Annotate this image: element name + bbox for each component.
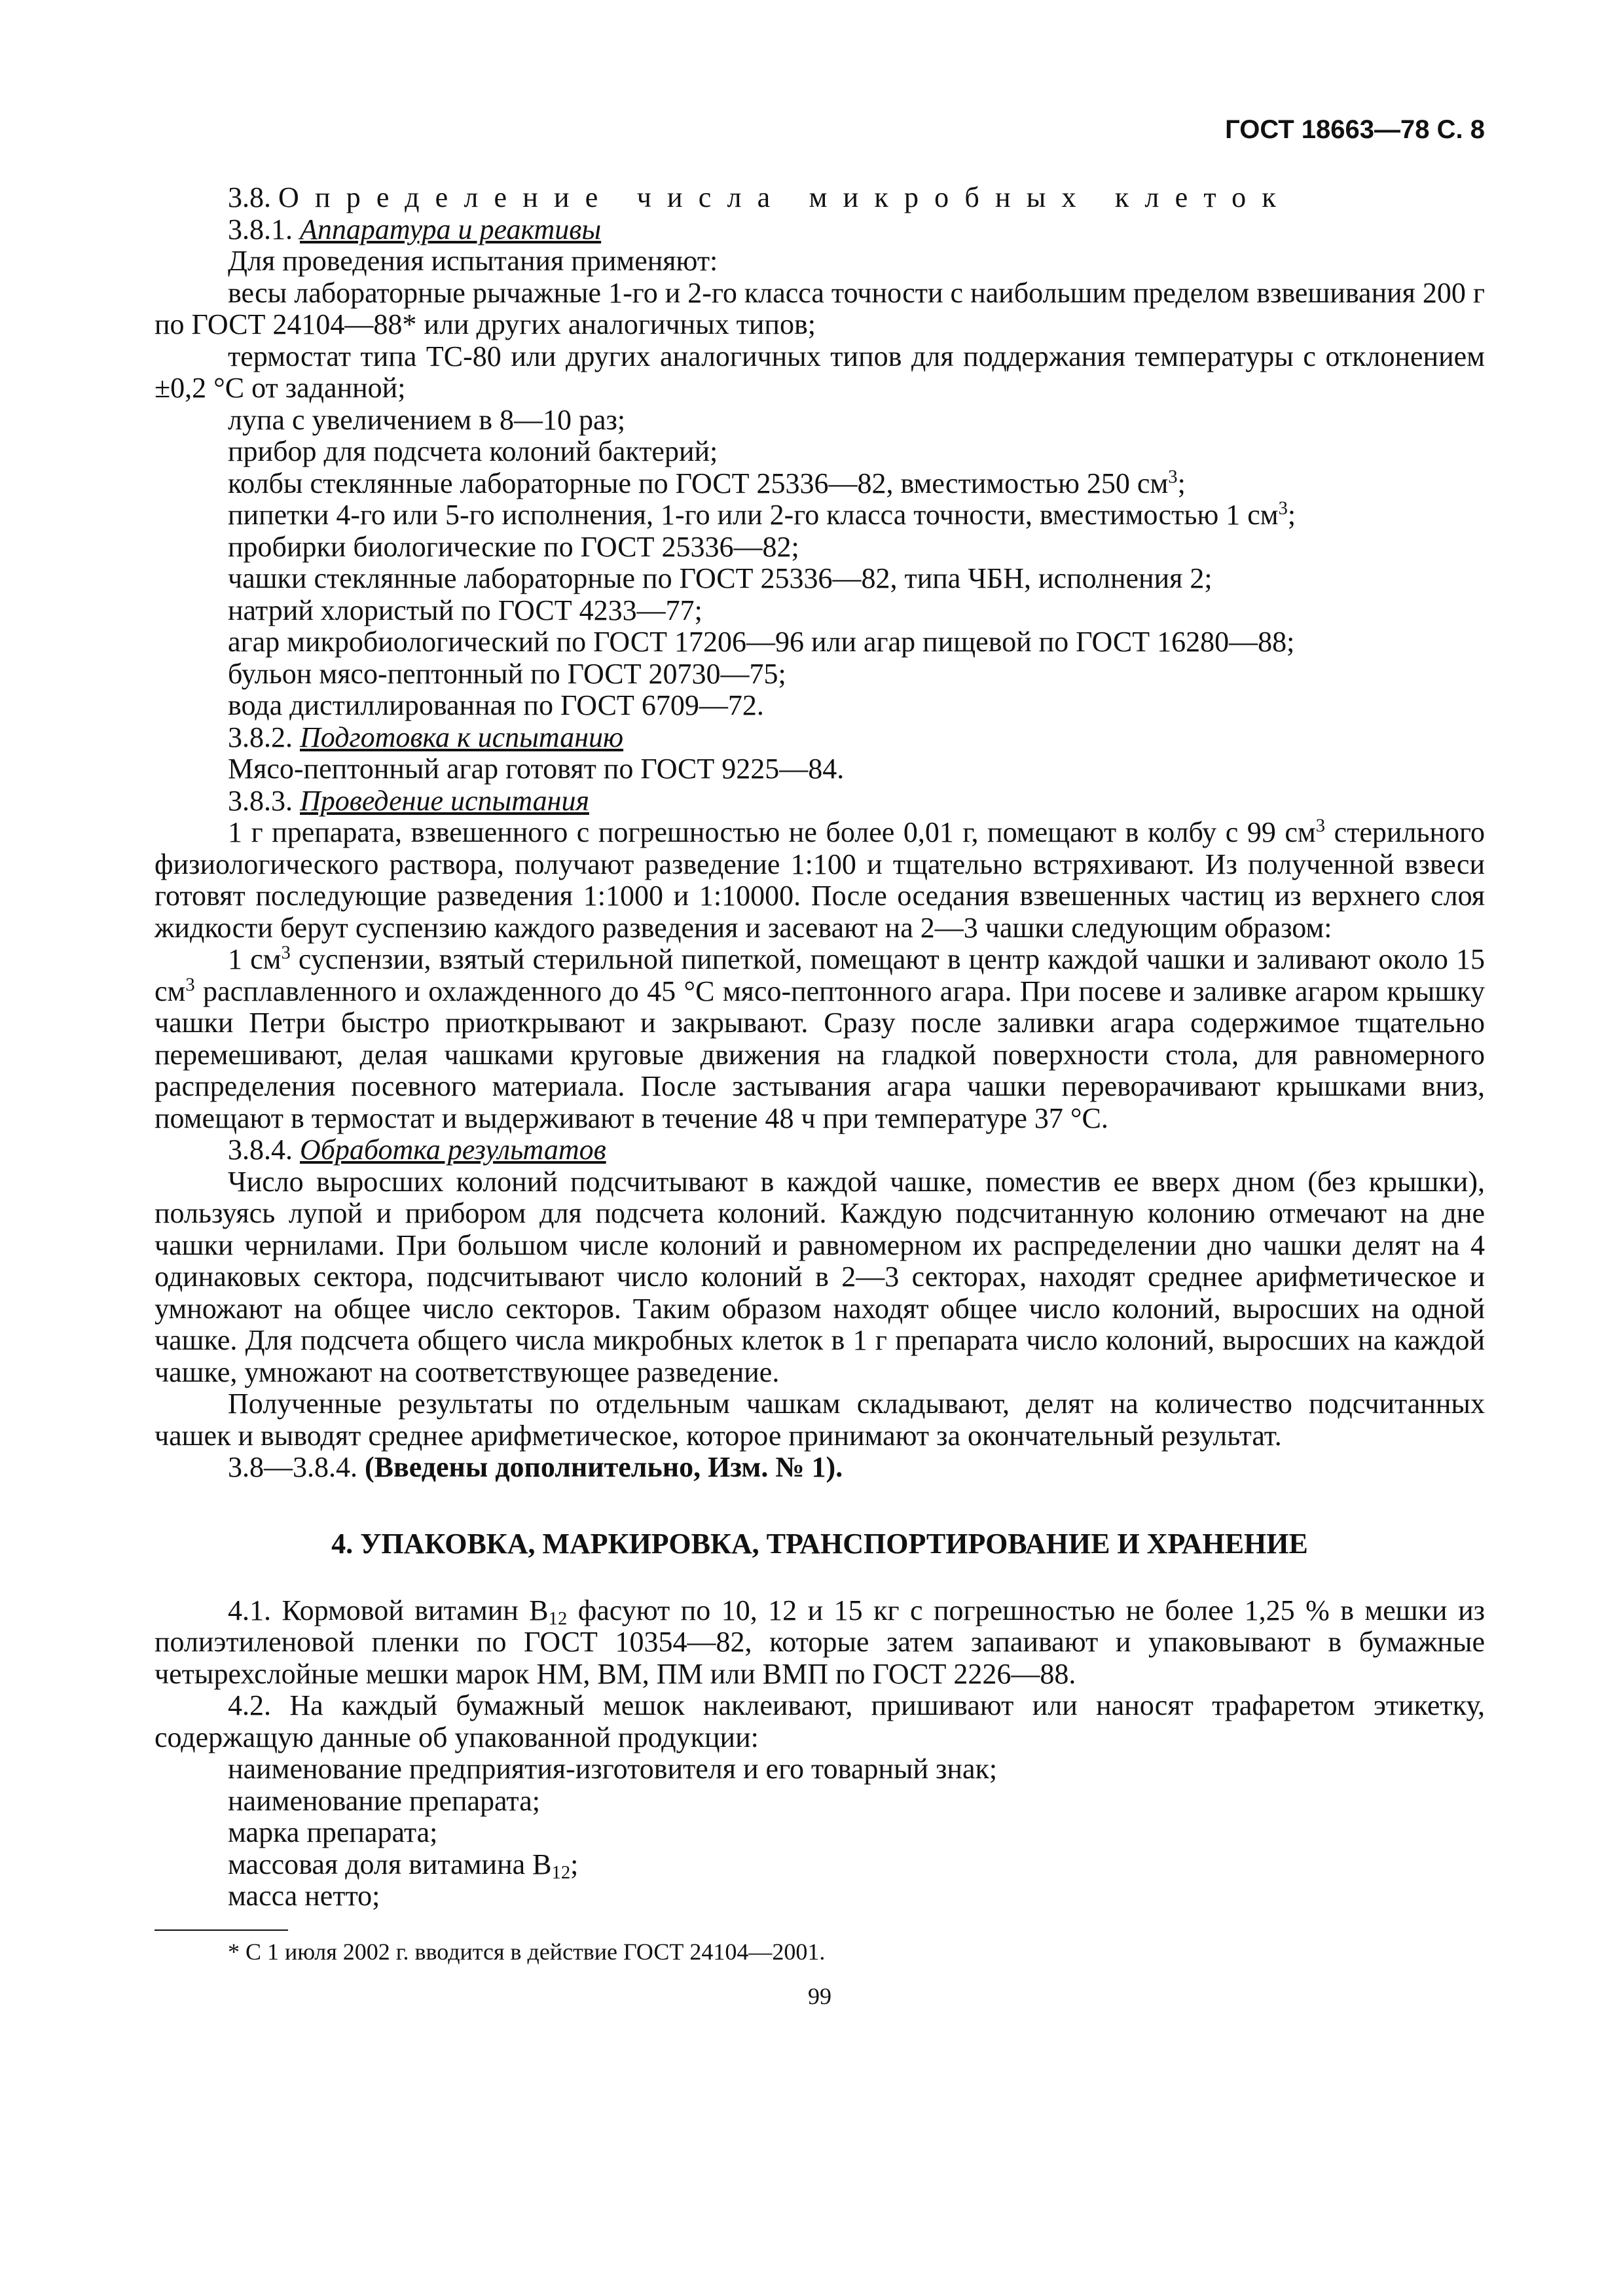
text-run: 1 г препарата, взвешенного с погрешностью не более 0,01 г, помещают в колбу с 99 см [228,816,1316,848]
section-3-8-1-heading [155,214,1485,246]
list-item [155,1849,1485,1881]
section-3-8-3-heading [155,785,1485,817]
text-run: 4.1. Кормовой витамин В [228,1594,549,1626]
section-number: 3.8.2. [228,721,300,753]
list-item-text: пипетки 4-го или 5-го исполнения, 1-го или 2-го класса точности, вместимостью 1 см [228,499,1279,531]
section-title: Подготовка к испытанию [300,721,624,753]
list-item: наименование предприятия-изготовителя и его товарный знак; [228,1753,998,1785]
list-item: натрий хлористый по ГОСТ 4233—77; [228,594,702,626]
subscript: 12 [551,1862,571,1883]
punctuation: ; [1287,499,1296,531]
section-title: Проведение испытания [300,784,589,817]
list-item: масса нетто; [228,1880,380,1912]
list-item-text: колбы стеклянные лабораторные по ГОСТ 25336—82, вместимостью 250 см [228,467,1169,499]
paragraph: 4.2. На каждый бумажный мешок наклеивают, пришивают или наносят трафаретом этикетку, содержащую данные об упакованной продукции: [155,1689,1485,1753]
section-title: Обработка результатов [300,1134,606,1166]
section-3-8-heading [155,182,1485,214]
list-item: лупа с увеличением в 8—10 раз; [228,403,626,436]
text-run: стерильного физиологического раствора, получают разведение 1:100 и тщательно встряхивают. Из полученной взвеси готовят последующие разведения 1:1000 и 1:10000. После оседания взвешенных частиц из верхнего слоя жидкости берут суспензию каждого разведения и засевают на 2—3 чашки следующим образом: [155,816,1485,944]
paragraph: Мясо-пептонный агар готовят по ГОСТ 9225—84. [228,753,845,785]
list-item-text: массовая доля витамина В [228,1848,552,1880]
text-run: расплавленного и охлажденного до 45 °С мясо-пептонного агара. При посеве и заливке агаром крышку чашки Петри быстро приоткрывают и закрывают. Сразу после заливки агара содержимое тщательно перемешивают, делая чашками круговые движения на гладкой поверхности стола, для равномерного распределения посевного материала. После застывания агара чашки переворачивают крышками вниз, помещают в термостат и выдерживают в течение 48 ч при температуре 37 °С. [155,975,1485,1134]
punctuation: ; [570,1848,579,1880]
list-item: прибор для подсчета колоний бактерий; [228,435,718,467]
list-item: вода дистиллированная по ГОСТ 6709—72. [228,689,764,721]
paragraph: Полученные результаты по отдельным чашкам складывают, делят на количество подсчитанных чашек и выводят среднее арифметическое, которое принимают за окончательный результат. [155,1388,1485,1452]
list-item: наименование препарата; [228,1784,540,1817]
paragraph [155,1595,1485,1691]
list-item: пробирки биологические по ГОСТ 25336—82; [228,530,799,563]
section-3-8-2-heading [155,722,1485,754]
subscript: 12 [548,1608,568,1629]
page-header: ГОСТ 18663—78 С. 8 [1225,115,1485,144]
superscript: 3 [1278,498,1288,519]
list-item: агар микробиологический по ГОСТ 17206—96 или агар пищевой по ГОСТ 16280—88; [228,626,1295,658]
section-3-8-4-heading [155,1134,1485,1166]
footnote-divider [155,1929,288,1931]
section-4-heading: 4. УПАКОВКА, МАРКИРОВКА, ТРАНСПОРТИРОВАНИЕ И ХРАНЕНИЕ [331,1527,1308,1560]
list-item [155,499,1485,531]
paragraph [155,817,1485,944]
section-number: 3.8—3.8.4. [228,1451,365,1483]
superscript: 3 [185,974,195,995]
amendment-text: (Введены дополнительно, Изм. № 1). [365,1451,843,1483]
list-item: бульон мясо-пептонный по ГОСТ 20730—75; [228,657,786,690]
paragraph: Для проведения испытания применяют: [228,245,718,277]
document-page [155,111,1485,2012]
section-number: 3.8.1. [228,213,300,245]
text-run: 1 см [228,943,282,975]
page-number: 99 [808,1982,831,2009]
footnote: * С 1 июля 2002 г. вводится в действие ГОСТ 24104—2001. [228,1938,826,1965]
section-title: Аппаратура и реактивы [300,213,602,245]
punctuation: ; [1177,467,1186,499]
amendment-note [155,1452,1485,1484]
section-number: 3.8. [228,181,278,213]
text-run: фасуют по 10, 12 и 15 кг с погрешностью не более 1,25 % в мешки из полиэтиленовой пленки по ГОСТ 10354—82, которые затем запаивают и упаковывают в бумажные четырехслойные мешки марок НМ, ВМ, ПМ или ВМП по ГОСТ 2226—88. [155,1594,1485,1690]
paragraph: Число выросших колоний подсчитывают в каждой чашке, поместив ее вверх дном (без крышки), пользуясь лупой и прибором для подсчета колоний. Каждую подсчитанную колонию отмечают на дне чашки чернилами. При большом числе колоний и равномерном их распределении дно чашки делят на 4 одинаковых сектора, подсчитывают число колоний в 2—3 секторах, находят среднее арифметическое и умножают на общее число секторов. Таким образом находят общее число колоний, выросших на одной чашке. Для подсчета общего числа микробных клеток в 1 г препарата число колоний, выросших на каждой чашке, умножают на соответствующее разведение. [155,1165,1485,1388]
superscript: 3 [1168,466,1178,487]
list-item: термостат типа ТС-80 или других аналогичных типов для поддержания температуры с отклонением ±0,2 °С от заданной; [155,340,1485,404]
paragraph [155,944,1485,1134]
list-item: весы лабораторные рычажные 1-го и 2-го класса точности с наибольшим пределом взвешивания 200 г по ГОСТ 24104—88* или других аналогичных типов; [155,276,1485,340]
list-item [155,468,1485,500]
section-number: 3.8.4. [228,1134,300,1166]
list-item: марка препарата; [228,1816,438,1848]
section-title: Определение числа микробных клеток [278,181,1292,213]
superscript: 3 [1315,816,1326,836]
section-number: 3.8.3. [228,784,300,817]
list-item: чашки стеклянные лабораторные по ГОСТ 25336—82, типа ЧБН, исполнения 2; [228,562,1213,594]
superscript: 3 [281,942,291,963]
text-run: суспензии, взятый стерильной пипеткой, помещают в центр каждой чашки и заливают около 15 см [155,943,1486,1007]
